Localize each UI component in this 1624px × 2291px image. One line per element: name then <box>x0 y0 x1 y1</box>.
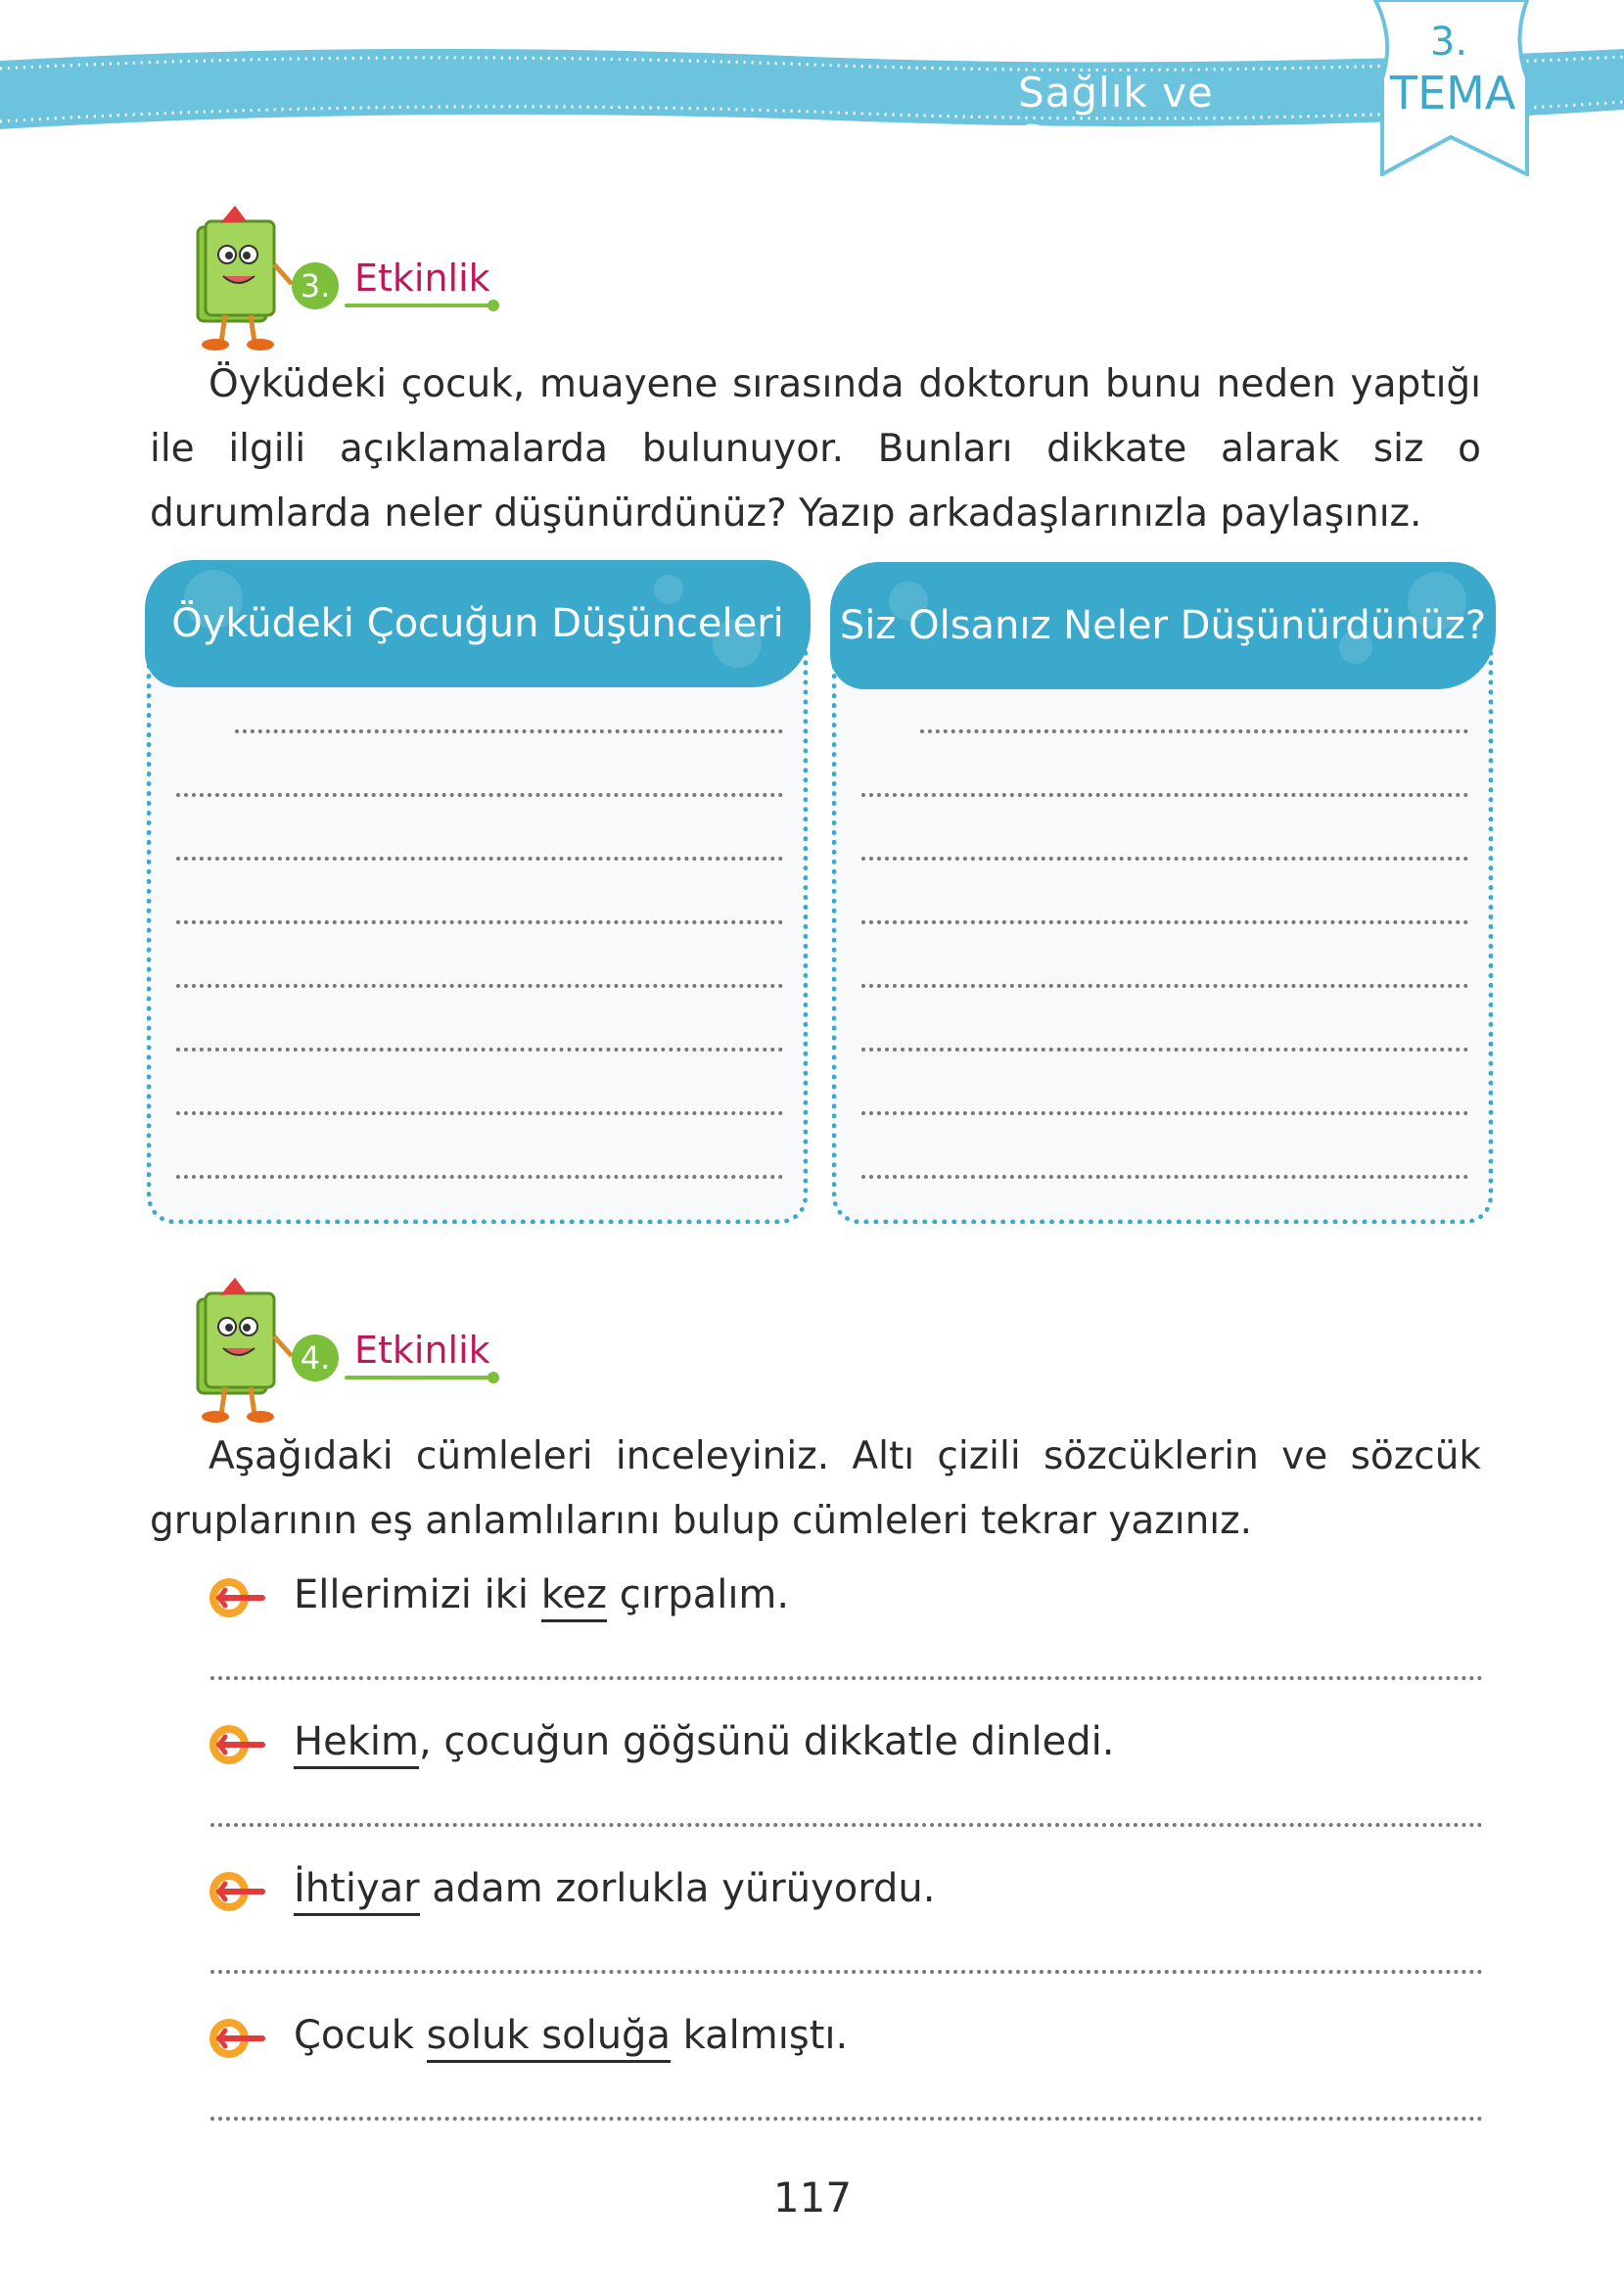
answer-line-3[interactable] <box>210 1970 1483 1974</box>
sentence-1-after: çırpalım. <box>607 1572 790 1617</box>
writing-line[interactable] <box>176 1175 783 1179</box>
sentence-4 <box>294 2013 848 2058</box>
sentence-3 <box>294 1866 935 1911</box>
left-box-header <box>145 560 811 687</box>
theme-title: Sağlık ve Spor <box>1018 69 1214 164</box>
writing-line[interactable] <box>176 1048 783 1052</box>
writing-line[interactable] <box>176 1111 783 1115</box>
writing-line[interactable] <box>176 984 783 988</box>
activity-4-heading <box>176 1278 529 1425</box>
answer-line-1[interactable] <box>210 1676 1483 1680</box>
sentence-1 <box>294 1572 789 1617</box>
sentence-3-after: adam zorlukla yürüyordu. <box>419 1866 936 1911</box>
arrow-bullet-icon <box>206 2007 268 2070</box>
writing-line[interactable] <box>861 1048 1468 1052</box>
activity-4-label: Etkinlik <box>354 1329 490 1372</box>
sentence-1-before: Ellerimizi iki <box>294 1572 541 1617</box>
activity-3-heading <box>176 206 529 352</box>
activity-3-instruction-text: Öyküdeki çocuk, muayene sırasında doktorun bunu neden yaptığı ile ilgili açıklamalarda bulunuyor. Bunları dikkate alarak siz o durumlarda neler düşünürdünüz? Yazıp arkadaşlarınızla paylaşınız. <box>150 362 1481 536</box>
arrow-bullet-icon <box>206 1713 268 1776</box>
sentence-2-after: , çocuğun göğsünü dikkatle dinledi. <box>418 1719 1115 1764</box>
writing-line[interactable] <box>861 793 1468 797</box>
writing-line[interactable] <box>861 1175 1468 1179</box>
sentence-1-underlined: kez <box>541 1572 607 1622</box>
arrow-bullet-icon <box>206 1566 268 1629</box>
writing-line[interactable] <box>235 729 783 733</box>
sentence-4-before: Çocuk <box>294 2013 427 2058</box>
writing-line[interactable] <box>176 920 783 924</box>
writing-line[interactable] <box>861 984 1468 988</box>
writing-line[interactable] <box>861 1111 1468 1115</box>
header-banner <box>0 0 1624 176</box>
activity-3-label: Etkinlik <box>354 257 490 300</box>
writing-line[interactable] <box>176 793 783 797</box>
activity-3-dot <box>487 300 499 311</box>
tema-word: TEMA <box>1390 67 1516 119</box>
right-thought-box <box>832 627 1493 1224</box>
left-thought-box <box>147 627 808 1224</box>
writing-line[interactable] <box>176 857 783 861</box>
right-box-title: Siz Olsanız Neler Düşünürdünüz? <box>839 603 1487 648</box>
sentence-4-after: kalmıştı. <box>670 2013 849 2058</box>
activity-4-number: 4. <box>292 1334 339 1381</box>
arrow-bullet-icon <box>206 1860 268 1923</box>
page-number: 117 <box>772 2174 853 2221</box>
activity-3-instruction <box>150 352 1481 546</box>
tema-number: 3. <box>1429 20 1468 65</box>
sentence-3-underlined: İhtiyar <box>294 1866 420 1916</box>
activity-4-underline <box>345 1376 491 1379</box>
activity-4-instruction <box>150 1425 1481 1554</box>
activity-4-dot <box>487 1372 499 1383</box>
right-box-header <box>830 562 1496 689</box>
writing-line[interactable] <box>861 920 1468 924</box>
writing-line[interactable] <box>920 729 1468 733</box>
writing-line[interactable] <box>861 857 1468 861</box>
activity-3-number: 3. <box>292 262 339 309</box>
answer-line-4[interactable] <box>210 2117 1483 2121</box>
left-box-title: Öyküdeki Çocuğun Düşünceleri <box>171 601 784 646</box>
sentence-2 <box>294 1719 1114 1764</box>
sentence-4-underlined: soluk soluğa <box>427 2013 671 2063</box>
activity-3-underline <box>345 304 491 307</box>
sentence-2-underlined: Hekim <box>294 1719 419 1769</box>
activity-4-instruction-text: Aşağıdaki cümleleri inceleyiniz. Altı çizili sözcüklerin ve sözcük gruplarının eş anlamlılarını bulup cümleleri tekrar yazınız. <box>150 1434 1481 1543</box>
banner-wave <box>0 0 1624 176</box>
answer-line-2[interactable] <box>210 1823 1483 1827</box>
